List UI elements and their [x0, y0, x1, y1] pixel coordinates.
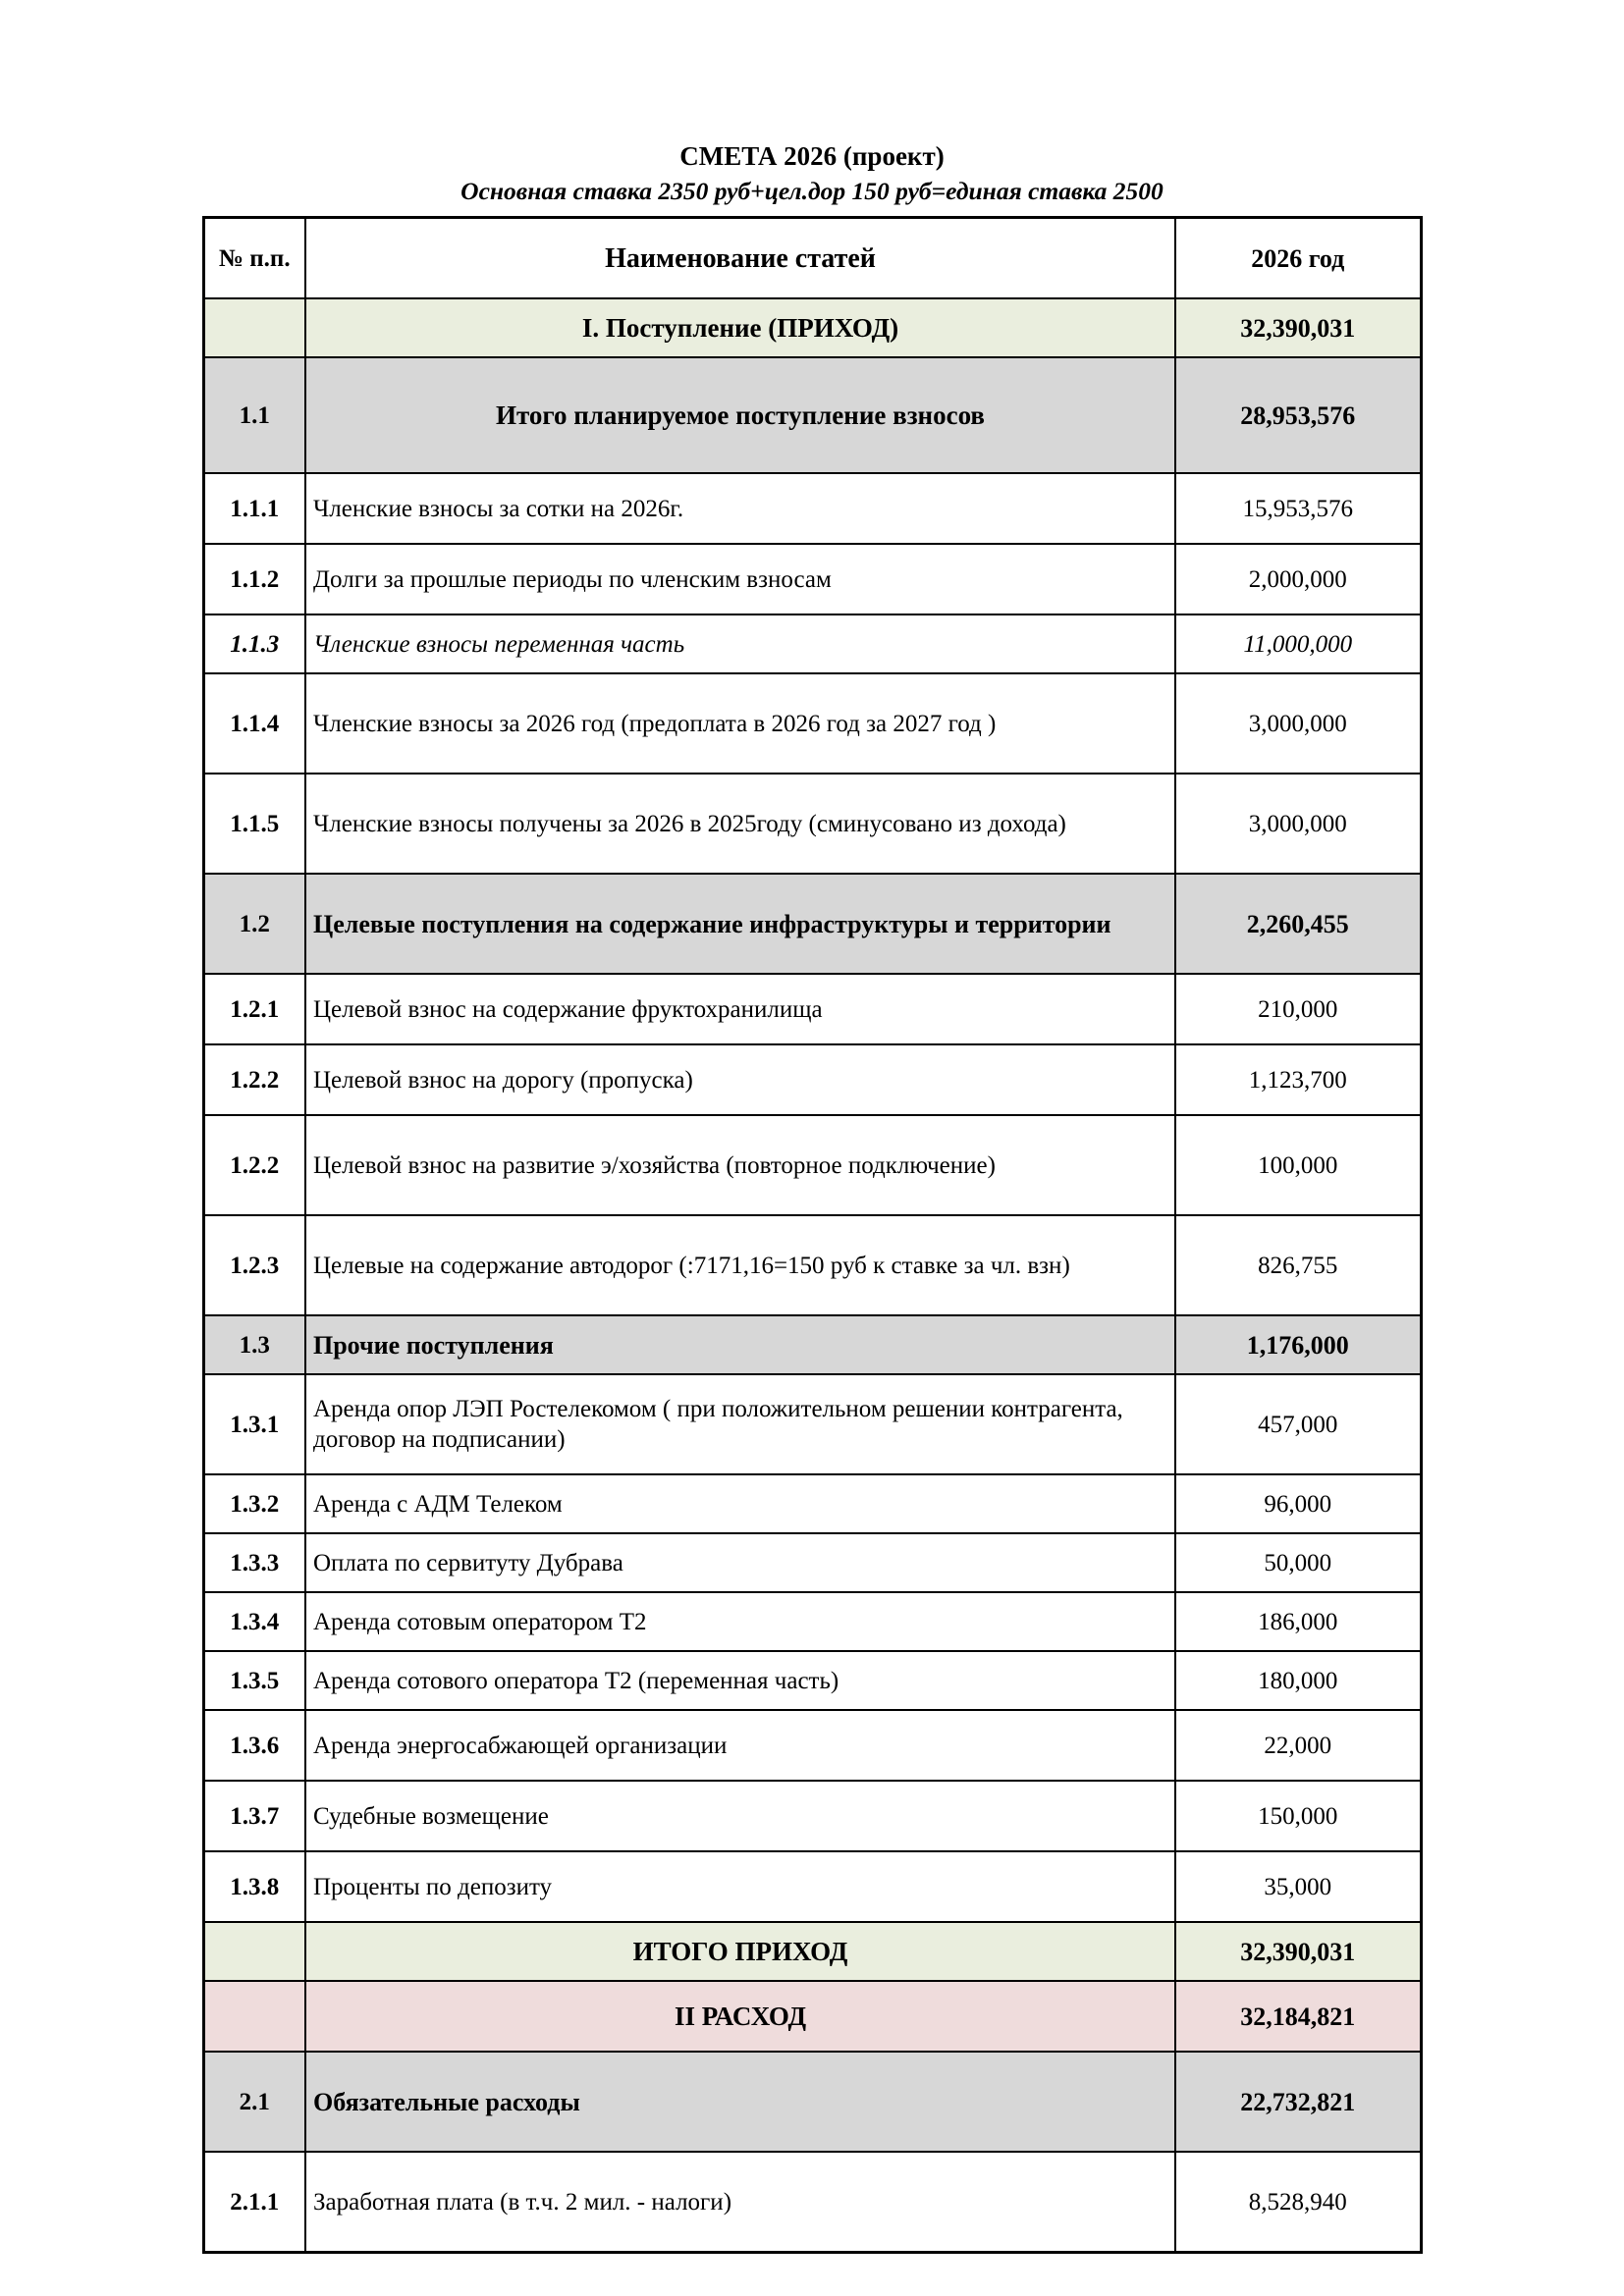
row-value: 50,000 [1175, 1533, 1421, 1592]
table-row [203, 1851, 1421, 1922]
row-number: 1.1.2 [203, 544, 305, 614]
table-row [203, 473, 1421, 544]
row-label: Членские взносы за 2026 год (предоплата в 2026 год за 2027 год ) [305, 673, 1175, 774]
row-label: Итого планируемое поступление взносов [305, 357, 1175, 473]
table-row [203, 298, 1421, 357]
row-number: 1.3.8 [203, 1851, 305, 1922]
row-label: Аренда опор ЛЭП Ростелекомом ( при положительном решении контрагента, договор на подписании) [305, 1374, 1175, 1474]
table-row [203, 1651, 1421, 1710]
table-row [203, 1315, 1421, 1374]
row-value: 180,000 [1175, 1651, 1421, 1710]
row-value: 35,000 [1175, 1851, 1421, 1922]
row-number: 1.2.2 [203, 1115, 305, 1215]
row-label: Заработная плата (в т.ч. 2 мил. - налоги) [305, 2152, 1175, 2253]
row-value: 22,732,821 [1175, 2052, 1421, 2152]
row-number [203, 1981, 305, 2052]
table-row [203, 1533, 1421, 1592]
row-number: 1.2.2 [203, 1044, 305, 1115]
row-value: 11,000,000 [1175, 614, 1421, 673]
row-number: 1.1 [203, 357, 305, 473]
row-label: Членские взносы за сотки на 2026г. [305, 473, 1175, 544]
row-label: Аренда сотовым оператором Т2 [305, 1592, 1175, 1651]
row-label: ИТОГО ПРИХОД [305, 1922, 1175, 1981]
table-row [203, 1710, 1421, 1781]
row-value: 210,000 [1175, 974, 1421, 1044]
row-value: 1,123,700 [1175, 1044, 1421, 1115]
row-number: 1.1.3 [203, 614, 305, 673]
row-value: 2,000,000 [1175, 544, 1421, 614]
table-row [203, 774, 1421, 874]
table-row [203, 1115, 1421, 1215]
row-number: 1.1.1 [203, 473, 305, 544]
row-number: 1.3.1 [203, 1374, 305, 1474]
table-header-row [203, 218, 1421, 299]
column-header-name: Наименование статей [305, 218, 1175, 299]
row-value: 150,000 [1175, 1781, 1421, 1851]
row-value: 32,390,031 [1175, 1922, 1421, 1981]
row-value: 32,184,821 [1175, 1981, 1421, 2052]
table-row [203, 673, 1421, 774]
column-header-year: 2026 год [1175, 218, 1421, 299]
row-number: 1.2.1 [203, 974, 305, 1044]
table-row [203, 544, 1421, 614]
table-row [203, 614, 1421, 673]
row-value: 186,000 [1175, 1592, 1421, 1651]
row-label: Аренда энергосабжающей организации [305, 1710, 1175, 1781]
document-header [0, 0, 1624, 208]
row-label: Прочие поступления [305, 1315, 1175, 1374]
column-header-number: № п.п. [203, 218, 305, 299]
row-label: I. Поступление (ПРИХОД) [305, 298, 1175, 357]
row-number [203, 1922, 305, 1981]
row-label: Обязательные расходы [305, 2052, 1175, 2152]
row-number: 1.3.7 [203, 1781, 305, 1851]
row-value: 96,000 [1175, 1474, 1421, 1533]
table-row [203, 2152, 1421, 2253]
row-number: 1.3.6 [203, 1710, 305, 1781]
row-number: 2.1 [203, 2052, 305, 2152]
row-label: Целевой взнос на дорогу (пропуска) [305, 1044, 1175, 1115]
row-label: Проценты по депозиту [305, 1851, 1175, 1922]
row-label: Оплата по сервитуту Дубрава [305, 1533, 1175, 1592]
page-title: СМЕТА 2026 (проект) [679, 141, 945, 171]
row-value: 28,953,576 [1175, 357, 1421, 473]
row-label: Членские взносы переменная часть [305, 614, 1175, 673]
table-row [203, 1044, 1421, 1115]
row-value: 1,176,000 [1175, 1315, 1421, 1374]
row-number: 1.1.5 [203, 774, 305, 874]
row-label: Целевой взнос на содержание фруктохранилища [305, 974, 1175, 1044]
table-row [203, 1781, 1421, 1851]
row-number: 1.3.4 [203, 1592, 305, 1651]
table-row [203, 1374, 1421, 1474]
row-label: Судебные возмещение [305, 1781, 1175, 1851]
row-value: 3,000,000 [1175, 774, 1421, 874]
row-value: 15,953,576 [1175, 473, 1421, 544]
budget-table [202, 216, 1423, 2254]
table-row [203, 357, 1421, 473]
page-subtitle: Основная ставка 2350 руб+цел.дор 150 руб=единая ставка 2500 [460, 177, 1164, 205]
table-row [203, 1922, 1421, 1981]
row-value: 457,000 [1175, 1374, 1421, 1474]
row-number: 1.3.3 [203, 1533, 305, 1592]
table-row [203, 1981, 1421, 2052]
table-row [203, 1474, 1421, 1533]
table-row [203, 2052, 1421, 2152]
row-value: 3,000,000 [1175, 673, 1421, 774]
row-number: 2.1.1 [203, 2152, 305, 2253]
row-number: 1.3 [203, 1315, 305, 1374]
row-number: 1.3.5 [203, 1651, 305, 1710]
row-value: 2,260,455 [1175, 874, 1421, 974]
table-row [203, 1215, 1421, 1315]
table-row [203, 1592, 1421, 1651]
row-value: 826,755 [1175, 1215, 1421, 1315]
row-value: 100,000 [1175, 1115, 1421, 1215]
row-number: 1.3.2 [203, 1474, 305, 1533]
row-value: 8,528,940 [1175, 2152, 1421, 2253]
row-label: Целевые на содержание автодорог (:7171,16=150 руб к ставке за чл. взн) [305, 1215, 1175, 1315]
row-number: 1.1.4 [203, 673, 305, 774]
row-label: Аренда сотового оператора Т2 (переменная часть) [305, 1651, 1175, 1710]
row-number: 1.2 [203, 874, 305, 974]
row-label: Целевые поступления на содержание инфраструктуры и территории [305, 874, 1175, 974]
table-row [203, 874, 1421, 974]
row-label: Аренда с АДМ Телеком [305, 1474, 1175, 1533]
row-label: Целевой взнос на развитие э/хозяйства (повторное подключение) [305, 1115, 1175, 1215]
row-label: Членские взносы получены за 2026 в 2025году (сминусовано из дохода) [305, 774, 1175, 874]
row-label: Долги за прошлые периоды по членским взносам [305, 544, 1175, 614]
row-value: 22,000 [1175, 1710, 1421, 1781]
row-value: 32,390,031 [1175, 298, 1421, 357]
row-number [203, 298, 305, 357]
table-row [203, 974, 1421, 1044]
row-label: II РАСХОД [305, 1981, 1175, 2052]
row-number: 1.2.3 [203, 1215, 305, 1315]
